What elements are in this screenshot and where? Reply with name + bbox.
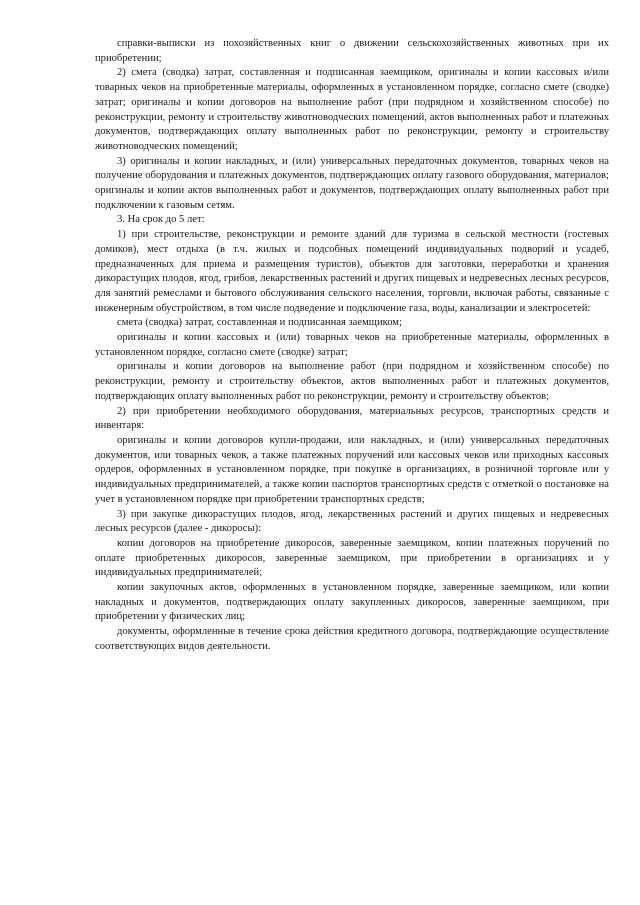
paragraph: оригиналы и копии договоров купли-продажи, или накладных, и (или) универсальных передаточных документов, или товарных чеков, а также платежных поручений или кассовых чеков или приходных кассовых ордеров, оформленных в установленном порядке, при покупке в организациях, в розничной торговле или у индивидуальных предпринимателей, а также копии паспортов транспортных средств с отметкой о постановке на учет в установленном порядке при приобретении транспортных средств; [95, 434, 609, 505]
paragraph: 2) смета (сводка) затрат, составленная и подписанная заемщиком, оригиналы и копии кассовых и/или товарных чеков на приобретенные материалы, оформленных в установленном порядке, согласно смете (сводке) затрат; оригиналы и копии договоров на выполнение работ (при подрядном и хозяйственном способе) по реконструкции, ремонту и строительству животноводческих помещений, актов выполненных работ и платежных документов, подтверждающих оплату выполненных работ по реконструкции, ремонту и строительству животноводческих помещений; [95, 67, 609, 152]
section-heading: 3. На срок до 5 лет: [117, 214, 205, 226]
paragraph: справки-выписки из похозяйственных книг о движении сельскохозяйственных животных при их приобретении; [95, 38, 609, 64]
paragraph: оригиналы и копии кассовых и (или) товарных чеков на приобретенные материалы, оформленных в установленном порядке, согласно смете (сводке) затрат; [95, 332, 609, 358]
paragraph: смета (сводка) затрат, составленная и подписанная заемщиком; [117, 317, 402, 329]
paragraph: 2) при приобретении необходимого оборудования, материальных ресурсов, транспортных средств и инвентаря: [95, 405, 609, 432]
paragraph: копии договоров на приобретение дикоросов, заверенные заемщиком, копии платежных поручений по оплате приобретенных дикоросов, заверенные заемщиком, при приобретении в организациях и у индивидуальных предпринимателей; [95, 537, 609, 579]
paragraph: оригиналы и копии договоров на выполнение работ (при подрядном и хозяйственном способе) по реконструкции, ремонту и строительству объектов, актов выполненных работ и платежных документов, подтверждающих оплату выполненных работ по реконструкции, ремонту и строительству объектов; [95, 361, 609, 402]
paragraph: копии закупочных актов, оформленных в установленном порядке, заверенные заемщиком, или копии накладных и документов, подтверждающих оплату закупленных дикоросов, заверенные заемщиком, при приобретении у физических лиц; [95, 582, 609, 623]
document-body [95, 37, 609, 655]
paragraph: документы, оформленные в течение срока действия кредитного договора, подтверждающие осуществление соответствующих видов деятельности. [95, 626, 609, 652]
paragraph: 1) при строительстве, реконструкции и ремонте зданий для туризма в сельской местности (гостевых домиков), мест отдыха (в т.ч. жилых и подсобных помещений индивидуальных подворий и усадеб, предназначенных для приема и размещения туристов), объектов для заготовки, переработки и хранения дикорастущих плодов, ягод, грибов, лекарственных растений и других пищевых и недревесных лесных ресурсов, для занятий ремеслами и бытового обслуживания сельского населения, торговли, включая работы, связанные с инженерным обустройством, в том числе подведение и подключение газа, воды, канализации и электросетей: [95, 229, 609, 314]
paragraph: 3) оригиналы и копии накладных, и (или) универсальных передаточных документов, товарных чеков на получение оборудования и платежных документов, подтверждающих оплату газового оборудования, материалов; оригиналы и копии актов выполненных работ и документов, подтверждающих оплату выполненных работ при подключении к газовым сетям. [95, 155, 609, 211]
paragraph: 3) при закупке дикорастущих плодов, ягод, лекарственных растений и других пищевых и недревесных лесных ресурсов (далее - дикоросы): [95, 508, 609, 535]
